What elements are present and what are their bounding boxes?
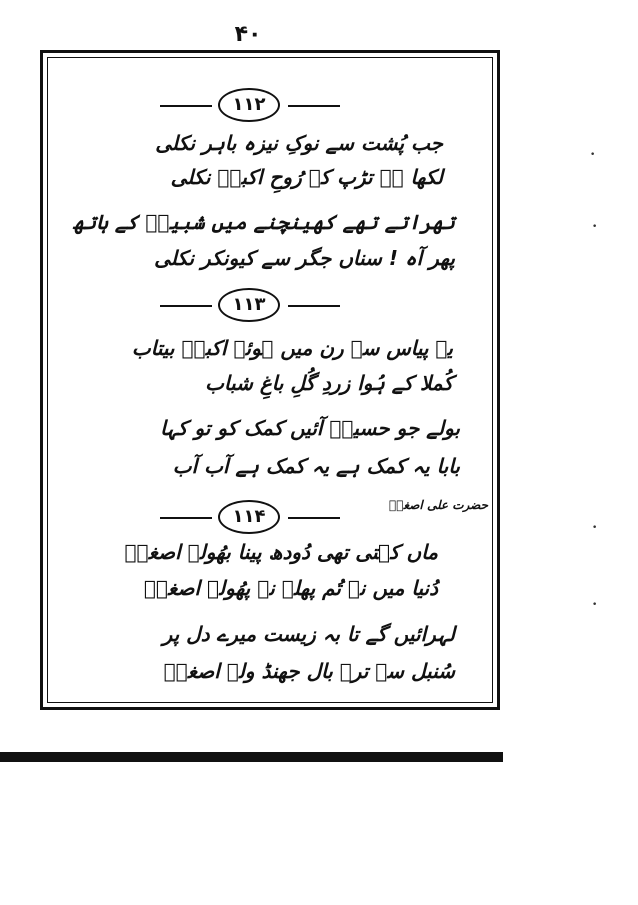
verse-line: بابا یہ کمک ہے یہ کمک ہے آب آب	[172, 454, 460, 478]
margin-mark: •	[592, 523, 598, 533]
section-heading: حضرت علی اصغرؑ	[389, 498, 488, 512]
ornament-line	[160, 305, 212, 307]
margin-mark: •	[590, 150, 596, 160]
stanza-number-badge	[160, 500, 340, 536]
stanza-number: ۱۱۲	[218, 88, 280, 122]
verse-line: لکھا ہے تڑپ کے رُوحِ اکبرؑ نکلی	[170, 165, 443, 189]
ornament-line	[288, 305, 340, 307]
verse-line: دُنیا میں نہ تُم پھلے نہ پھُولے اصغرؑ	[143, 576, 438, 600]
stanza-number: ۱۱۴	[218, 500, 280, 534]
verse-line: جب پُشت سے نوکِ نیزہ باہر نکلی	[155, 131, 443, 155]
stanza-number-badge	[160, 88, 340, 124]
verse-line: لہرائیں گے تا بہ زیست میرے دل پر	[162, 622, 455, 646]
margin-mark: •	[592, 600, 598, 610]
verse-line: تھراتے تھے کھینچنے میں شبیرؑ کے ہاتھ	[72, 210, 455, 234]
ornament-line	[288, 105, 340, 107]
page-number: ۴۰	[234, 22, 262, 47]
verse-line: پھر آہ ! سناں جگر سے کیونکر نکلی	[154, 246, 455, 270]
stanza-number: ۱۱۳	[218, 288, 280, 322]
verse-line: بولے جو حسینؑ آئیں کمک کو تو کہا	[160, 416, 460, 440]
stanza-number-badge	[160, 288, 340, 324]
bottom-rule	[0, 752, 503, 762]
verse-line: ماں کہتی تھی دُودھ پینا بھُولے اصغرؑ	[124, 540, 438, 564]
verse-line: سُنبل سے ترے بال جھنڈ ولے اصغرؑ	[163, 659, 455, 683]
ornament-line	[160, 517, 212, 519]
verse-line: یہ پیاس سے رن میں ہوئے اکبرؑ بیتاب	[131, 336, 453, 360]
ornament-line	[288, 517, 340, 519]
verse-line: کُملا کے ہُوا زردِ گُلِ باغِ شباب	[205, 371, 453, 395]
margin-mark: •	[592, 222, 598, 232]
ornament-line	[160, 105, 212, 107]
